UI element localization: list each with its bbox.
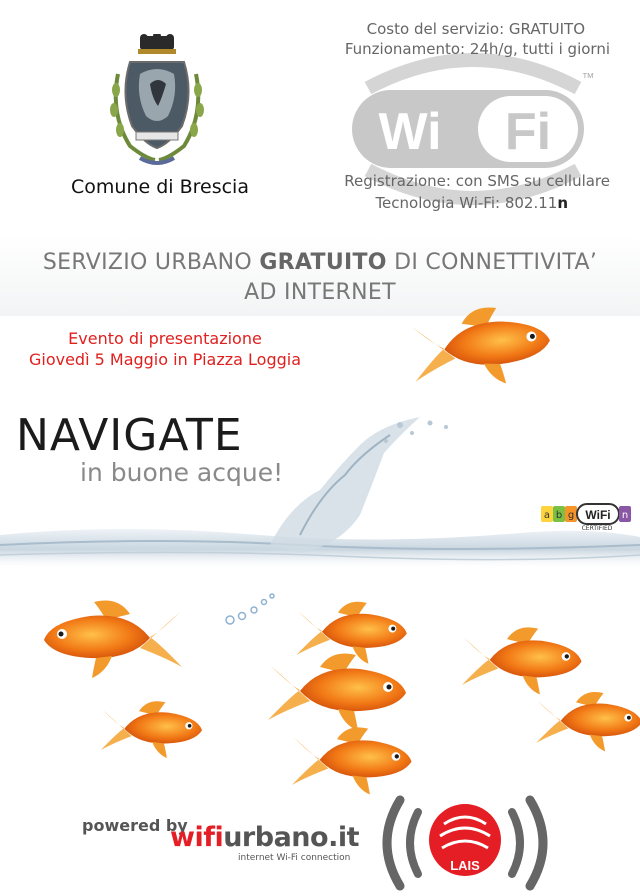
slogan-subtitle: in buone acque! [80,458,284,487]
event-info [20,328,310,370]
goldfish-icon [285,720,415,798]
lais-logo-icon [360,790,570,896]
wifi-certified-icon [541,503,631,531]
powered-by-label: powered by [82,816,188,835]
wifi-logo-right: Fi [504,103,552,161]
comune-name: Comune di Brescia [71,176,249,198]
svg-text:b: b [555,510,563,521]
slogan-title: NAVIGATE [16,410,243,461]
hours-info: Funzionamento: 24h/g, tutti i giorni [344,40,610,58]
tech-info [375,194,568,212]
event-line2: Giovedì 5 Maggio in Piazza Loggia [28,350,302,369]
tech-suffix: n [557,194,568,212]
tech-prefix: Tecnologia Wi-Fi: 802.11 [375,194,558,212]
svg-text:n: n [621,510,629,521]
wifi-logo-tm: ™ [581,70,595,85]
svg-text:WiFi: WiFi [585,508,611,522]
headline-line2: AD INTERNET [244,280,396,305]
bubbles-icon [220,590,280,630]
cost-info: Costo del servizio: GRATUITO [366,20,585,38]
svg-text:a: a [543,510,551,521]
goldfish-icon [400,292,559,397]
goldfish-icon [530,685,640,755]
svg-text:CERTIFIED: CERTIFIED [581,525,613,531]
wifi-logo-left: Wi [378,103,442,161]
event-line1: Evento di presentazione [68,329,262,348]
site-prefix: wifi [170,822,224,853]
lais-label: LAIS [450,858,480,873]
wifiurbano-logo [170,822,359,853]
headline-line1: SERVIZIO URBANO GRATUITO DI CONNETTIVITA’ [42,250,598,275]
coat-of-arms-icon [100,34,210,174]
site-suffix: .it [328,822,359,853]
goldfish-icon [95,695,205,761]
wifiurbano-tagline: internet Wi-Fi connection [238,853,351,863]
site-brand: urbano [223,822,329,853]
headline-emphasis: GRATUITO [259,250,387,275]
svg-text:g: g [567,510,575,521]
goldfish-icon [40,592,190,682]
registration-info: Registrazione: con SMS su cellulare [344,172,610,190]
